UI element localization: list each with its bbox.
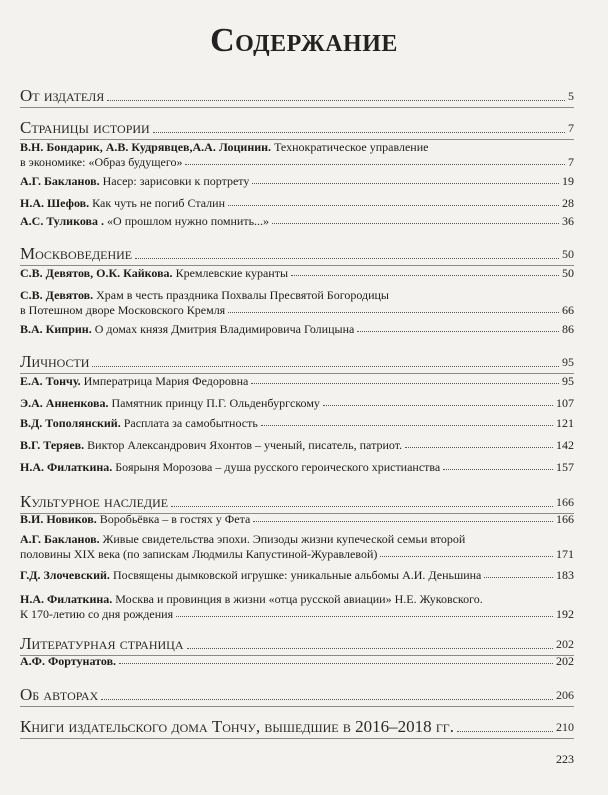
leader-dots xyxy=(253,521,553,522)
entry-author: Н.А. Филаткина. xyxy=(20,592,113,606)
toc-entry[interactable] xyxy=(20,196,574,211)
section-page-number: 95 xyxy=(562,355,574,369)
leader-dots xyxy=(185,164,565,165)
section-page-number: 210 xyxy=(556,720,574,734)
entry-page-number: 86 xyxy=(562,322,574,336)
entry-line xyxy=(20,532,574,547)
entry-title: Императрица Мария Федоровна xyxy=(83,374,249,388)
entry-page-number: 157 xyxy=(556,460,574,474)
toc-entry[interactable] xyxy=(20,592,574,622)
entry-author: С.В. Девятов, О.К. Кайкова. xyxy=(20,266,173,280)
entry-text xyxy=(20,288,389,303)
page-number: 223 xyxy=(556,752,574,766)
leader-dots xyxy=(323,405,553,406)
entry-line xyxy=(20,438,574,453)
section-title: Литературная страница xyxy=(20,634,184,653)
entry-page-number: 107 xyxy=(556,396,574,410)
section-page-number: 202 xyxy=(556,637,574,651)
entry-title: «О прошлом нужно помнить...» xyxy=(107,214,270,228)
entry-title: в экономике: «Образ будущего» xyxy=(20,155,183,169)
toc-entry[interactable] xyxy=(20,266,574,281)
leader-dots xyxy=(92,366,559,367)
leader-dots xyxy=(357,331,559,332)
section-title: Об авторах xyxy=(20,685,99,704)
entry-title: Кремлевские куранты xyxy=(175,266,289,280)
entry-author: С.В. Девятов. xyxy=(20,288,94,302)
entry-text xyxy=(20,592,483,607)
entry-author: А.С. Туликова . xyxy=(20,214,105,228)
toc-entry[interactable] xyxy=(20,512,574,527)
entry-text xyxy=(20,607,173,622)
entry-page-number: 28 xyxy=(562,196,574,210)
section-title: Культурное наследие xyxy=(20,492,169,511)
toc-section[interactable] xyxy=(20,717,574,737)
toc-entry[interactable] xyxy=(20,140,574,170)
entry-title: Как чуть не погиб Сталин xyxy=(92,196,226,210)
section-page-number: 7 xyxy=(568,121,574,135)
section-page-number: 206 xyxy=(556,688,574,702)
entry-page-number: 183 xyxy=(556,568,574,582)
entry-line xyxy=(20,288,574,303)
leader-dots xyxy=(252,183,559,184)
entry-text xyxy=(20,196,225,211)
entry-author: Э.А. Анненкова. xyxy=(20,396,109,410)
entry-title: К 170-летию со дня рождения xyxy=(20,607,174,621)
entry-title: Технократическое управление xyxy=(274,140,429,154)
entry-line xyxy=(20,512,574,527)
leader-dots xyxy=(443,469,553,470)
entry-title: Воробьёвка – в гостях у Фета xyxy=(99,512,251,526)
entry-line xyxy=(20,174,574,189)
entry-line xyxy=(20,322,574,337)
entry-text xyxy=(20,374,248,389)
entry-text xyxy=(20,654,116,669)
entry-author: А.Ф. Фортунатов. xyxy=(20,654,117,668)
leader-dots xyxy=(380,556,553,557)
entry-text xyxy=(20,214,269,229)
entry-title: Москва и провинция в жизни «отца русской авиации» Н.Е. Жуковского. xyxy=(115,592,483,606)
toc-section[interactable] xyxy=(20,634,574,654)
entry-line xyxy=(20,155,574,170)
section-page-number: 5 xyxy=(568,89,574,103)
entry-page-number: 171 xyxy=(556,547,574,561)
entry-text xyxy=(20,396,320,411)
entry-author: В.Д. Тополянский. xyxy=(20,416,121,430)
leader-dots xyxy=(228,312,559,313)
entry-title: Боярыня Морозова – душа русского героического христианства xyxy=(115,460,441,474)
leader-dots xyxy=(457,731,553,732)
toc-entry[interactable] xyxy=(20,396,574,411)
section-title: Страницы истории xyxy=(20,118,150,137)
leader-dots xyxy=(187,648,554,649)
leader-dots xyxy=(228,205,559,206)
entry-title: Расплата за самобытность xyxy=(123,416,258,430)
entry-page-number: 7 xyxy=(568,155,574,169)
entry-text xyxy=(20,140,428,155)
section-title: Москвоведение xyxy=(20,244,133,263)
entry-text xyxy=(20,322,354,337)
entry-text xyxy=(20,416,258,431)
entry-author: А.Г. Бакланов. xyxy=(20,174,100,188)
leader-dots xyxy=(171,506,553,507)
entry-author: Н.А. Филаткина. xyxy=(20,460,113,474)
toc-section[interactable] xyxy=(20,352,574,372)
section-page-number: 50 xyxy=(562,247,574,261)
section-rule xyxy=(20,107,574,108)
leader-dots xyxy=(251,383,559,384)
entry-author: В.Н. Бондарик, А.В. Кудрявцев,А.А. Лоцинин. xyxy=(20,140,272,154)
entry-text xyxy=(20,547,377,562)
entry-line xyxy=(20,592,574,607)
toc-entry[interactable] xyxy=(20,532,574,562)
entry-text xyxy=(20,174,249,189)
entry-title: Памятник принцу П.Г. Ольденбургскому xyxy=(111,396,320,410)
entry-author: А.Г. Бакланов. xyxy=(20,532,100,546)
entry-line xyxy=(20,396,574,411)
section-page-number: 166 xyxy=(556,495,574,509)
toc-entry[interactable] xyxy=(20,374,574,389)
entry-title: О домах князя Дмитрия Владимировича Голицына xyxy=(94,322,355,336)
entry-line xyxy=(20,416,574,431)
entry-title: Виктор Александрович Яхонтов – ученый, писатель, патриот. xyxy=(87,438,403,452)
entry-page-number: 192 xyxy=(556,607,574,621)
entry-text xyxy=(20,512,250,527)
entry-author: Е.А. Тончу. xyxy=(20,374,81,388)
entry-line xyxy=(20,607,574,622)
toc-entry[interactable] xyxy=(20,460,574,475)
entry-text xyxy=(20,155,182,170)
toc-section[interactable] xyxy=(20,86,574,106)
section-title: Личности xyxy=(20,352,90,371)
toc-entry[interactable] xyxy=(20,568,574,583)
entry-text xyxy=(20,532,465,547)
entry-title: Живые свидетельства эпохи. Эпизоды жизни купеческой семьи второй xyxy=(102,532,466,546)
entry-page-number: 142 xyxy=(556,438,574,452)
leader-dots xyxy=(135,258,559,259)
entry-page-number: 50 xyxy=(562,266,574,280)
entry-line xyxy=(20,460,574,475)
leader-dots xyxy=(261,425,553,426)
entry-page-number: 66 xyxy=(562,303,574,317)
entry-page-number: 19 xyxy=(562,174,574,188)
section-title: От издателя xyxy=(20,86,105,105)
page-title: Содержание xyxy=(210,22,398,59)
toc-entry[interactable] xyxy=(20,288,574,318)
entry-title: Посвящены дымковской игрушке: уникальные альбомы А.И. Деньшина xyxy=(112,568,482,582)
toc-section[interactable] xyxy=(20,244,574,264)
leader-dots xyxy=(176,616,553,617)
entry-page-number: 166 xyxy=(556,512,574,526)
entry-text xyxy=(20,460,440,475)
section-title: Книги издательского дома Тончу, вышедшие в 2016–2018 гг. xyxy=(20,717,454,736)
toc-entry[interactable] xyxy=(20,322,574,337)
toc-entry[interactable] xyxy=(20,416,574,431)
section-rule xyxy=(20,738,574,739)
toc-section[interactable] xyxy=(20,492,574,512)
entry-line xyxy=(20,140,574,155)
entry-line xyxy=(20,266,574,281)
entry-text xyxy=(20,303,225,318)
toc-entry[interactable] xyxy=(20,214,574,229)
leader-dots xyxy=(107,100,565,101)
toc-section[interactable] xyxy=(20,685,574,705)
leader-dots xyxy=(484,577,553,578)
entry-author: Г.Д. Злочевский. xyxy=(20,568,110,582)
leader-dots xyxy=(272,223,559,224)
entry-line xyxy=(20,214,574,229)
entry-author: В.Г. Теряев. xyxy=(20,438,85,452)
leader-dots xyxy=(101,699,553,700)
entry-text xyxy=(20,438,402,453)
leader-dots xyxy=(119,663,553,664)
toc-section[interactable] xyxy=(20,118,574,138)
toc-entry[interactable] xyxy=(20,654,574,669)
entry-page-number: 95 xyxy=(562,374,574,388)
entry-page-number: 121 xyxy=(556,416,574,430)
entry-title: в Потешном дворе Московского Кремля xyxy=(20,303,226,317)
entry-title: Храм в честь праздника Похвалы Пресвятой Богородицы xyxy=(96,288,389,302)
entry-line xyxy=(20,654,574,669)
entry-author: В.А. Киприн. xyxy=(20,322,92,336)
entry-author: Н.А. Шефов. xyxy=(20,196,90,210)
toc-entry[interactable] xyxy=(20,174,574,189)
entry-text xyxy=(20,568,481,583)
entry-line xyxy=(20,568,574,583)
entry-title: Насер: зарисовки к портрету xyxy=(102,174,250,188)
entry-title: половины XIX века (по запискам Людмилы Капустиной-Журавлевой) xyxy=(20,547,378,561)
section-rule xyxy=(20,706,574,707)
leader-dots xyxy=(153,132,565,133)
entry-author: В.И. Новиков. xyxy=(20,512,97,526)
entry-line xyxy=(20,374,574,389)
leader-dots xyxy=(405,447,553,448)
entry-page-number: 202 xyxy=(556,654,574,668)
entry-page-number: 36 xyxy=(562,214,574,228)
entry-line xyxy=(20,547,574,562)
toc-entry[interactable] xyxy=(20,438,574,453)
entry-text xyxy=(20,266,288,281)
entry-line xyxy=(20,303,574,318)
entry-line xyxy=(20,196,574,211)
leader-dots xyxy=(291,275,559,276)
